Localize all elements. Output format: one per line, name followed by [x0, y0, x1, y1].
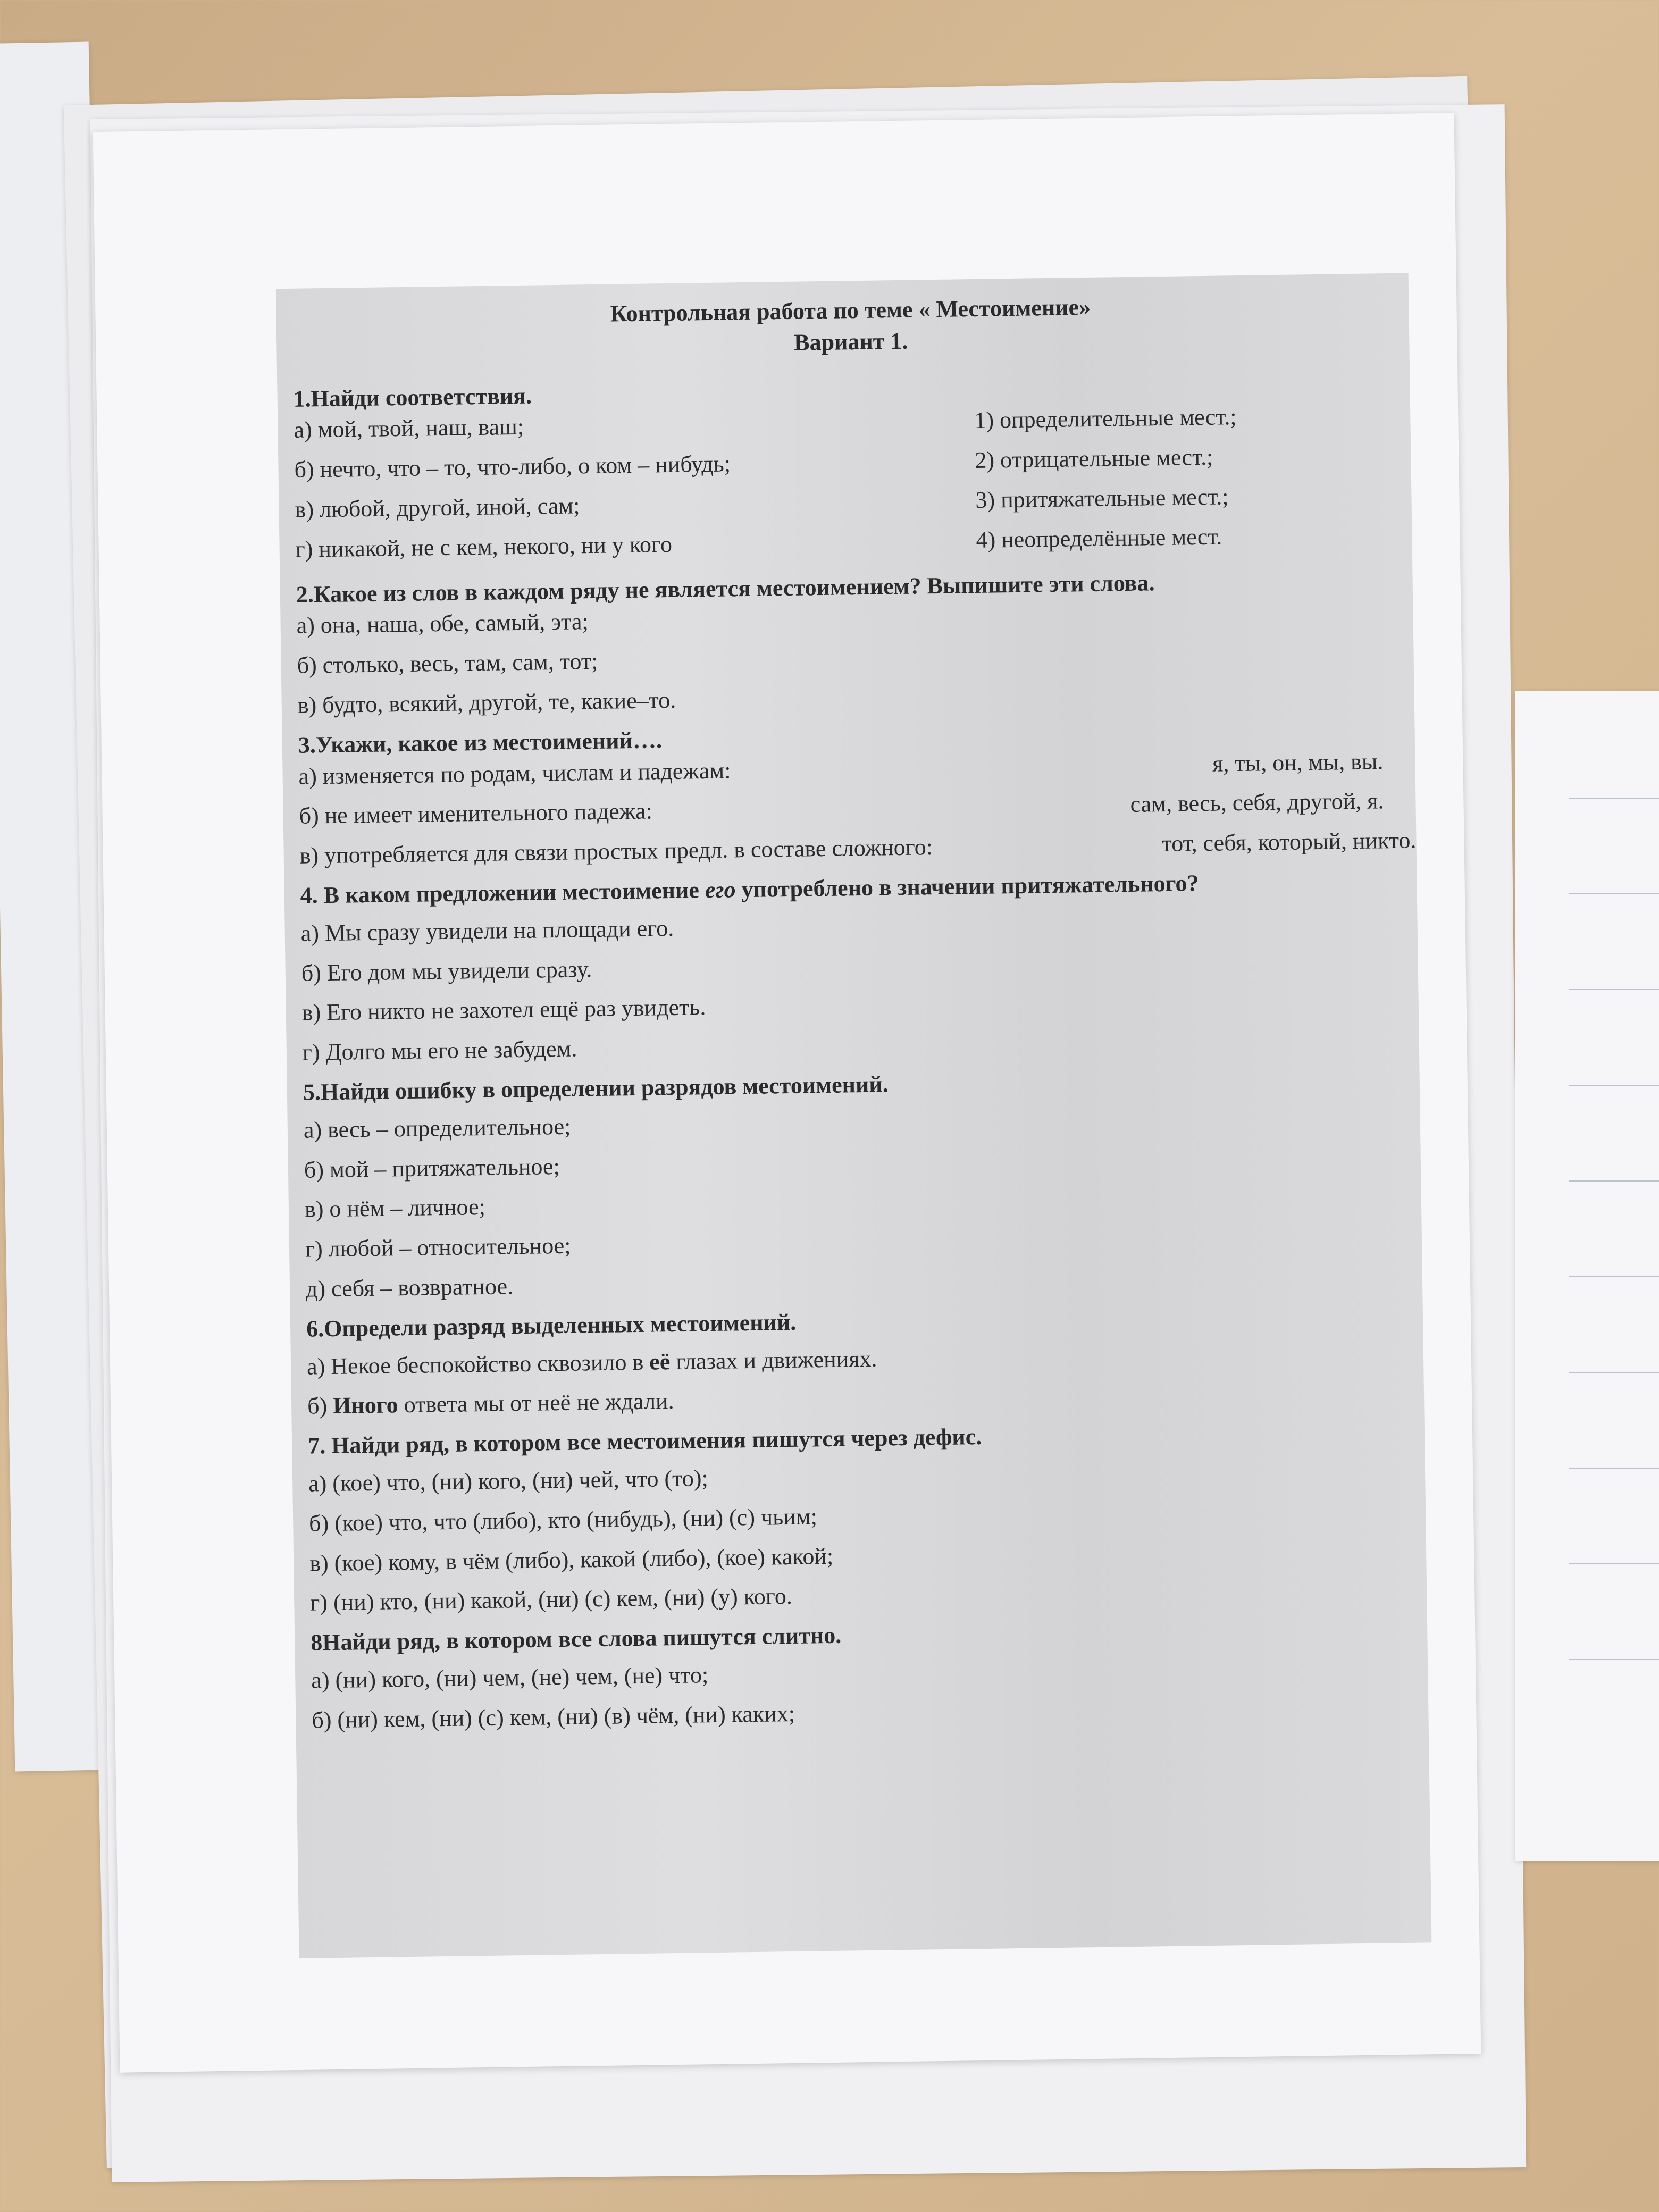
q2-item: б) столько, весь, там, сам, тот; — [297, 648, 598, 678]
page-title: Контрольная работа по теме « Местоимение» — [610, 294, 1091, 327]
ruled-line — [1569, 1276, 1659, 1277]
q3-item-text: в) употребляется для связи простых предл. в составе сложного: — [299, 834, 933, 869]
q7-item: б) (кое) что, что (либо), кто (нибудь), (ни) (с) чьим; — [308, 1503, 818, 1537]
q6-item-a — [307, 1337, 1424, 1381]
q3-item-text: а) изменяется по родам, числам и падежам: — [298, 757, 731, 790]
q4-item: а) Мы сразу увидели на площади его. — [300, 915, 674, 946]
q8-item: б) (ни) кем, (ни) (с) кем, (ни) (в) чём, (ни) каких; — [312, 1700, 795, 1733]
worksheet-content — [292, 289, 1429, 1747]
question-3-title: 3.Укажи, какое из местоимений…. — [298, 726, 663, 758]
q1-left-item: б) нечто, что – то, что-либо, о ком – нибудь; — [294, 450, 731, 483]
q2-item: в) будто, всякий, другой, те, какие–то. — [297, 686, 676, 718]
q4-item: г) Долго мы его не забудем. — [302, 1035, 577, 1066]
ruled-line — [1569, 798, 1659, 799]
ruled-line — [1569, 1468, 1659, 1469]
ruled-line — [1569, 989, 1659, 990]
q3-item-text: б) не имеет именительного падежа: — [299, 798, 653, 830]
ruled-line — [1569, 1563, 1659, 1564]
q2-item: а) она, наша, обе, самый, эта; — [296, 608, 589, 639]
ruled-line — [1569, 1372, 1659, 1373]
q6-b-post: ответа мы от неё не ждали. — [398, 1388, 674, 1418]
question-1-title: 1.Найди соответствия. — [293, 382, 532, 412]
q3-item-answer: сам, весь, себя, другой, я. — [1130, 787, 1384, 818]
q6-item-b — [307, 1377, 1425, 1421]
q3-item — [299, 787, 1416, 831]
question-8-title: 8Найди ряд, в котором все слова пишутся слитно. — [311, 1622, 842, 1656]
q5-item: б) мой – притяжательное; — [304, 1153, 560, 1183]
q5-item: д) себя – возвратное. — [305, 1273, 514, 1302]
q3-item-answer: тот, себя, который, никто. — [1161, 827, 1417, 857]
q6-b-pre: б) — [307, 1393, 333, 1419]
q3-item — [299, 827, 1417, 870]
q1-left-item: г) никакой, не с кем, некого, ни у кого — [295, 531, 673, 563]
ruled-line — [1569, 1180, 1659, 1182]
q7-item: а) (кое) что, (ни) кого, (ни) чей, что (то); — [308, 1465, 708, 1497]
q1-left-item: в) любой, другой, иной, сам; — [295, 492, 580, 523]
q1-right-item: 1) определительные мест.; — [974, 404, 1237, 434]
q6-a-pre: а) Некое беспокойство сквозило в — [306, 1348, 650, 1380]
q5-item: г) любой – относительное; — [305, 1232, 571, 1262]
question-1-columns — [294, 401, 1412, 575]
ruled-line — [1569, 1085, 1659, 1086]
q3-item-answer: я, ты, он, мы, вы. — [1212, 748, 1384, 777]
q8-item: а) (ни) кого, (ни) чем, (не) чем, (не) что; — [311, 1662, 709, 1694]
worksheet-page — [93, 113, 1481, 2072]
question-2-title: 2.Какое из слов в каждом ряду не является местоимением? Выпишите эти слова. — [296, 569, 1155, 608]
q4-title-word: его — [705, 876, 736, 903]
q1-right-item: 3) притяжательные мест.; — [975, 483, 1229, 513]
variant-label: Вариант 1. — [793, 328, 908, 356]
ruled-line — [1569, 1659, 1659, 1660]
q6-b-highlight: Иного — [332, 1392, 398, 1419]
q4-item: в) Его никто не захотел ещё раз увидеть. — [301, 994, 706, 1026]
q1-right-item: 2) отрицательные мест.; — [975, 443, 1213, 474]
q5-item: в) о нём – личное; — [304, 1194, 486, 1223]
q4-title-pre: 4. В каком предложении местоимение — [300, 877, 706, 909]
question-5-title: 5.Найди ошибку в определении разрядов местоимений. — [303, 1071, 889, 1105]
q4-title-post: употреблено в значении притяжательного? — [735, 870, 1199, 903]
q6-a-post: глазах и движениях. — [669, 1345, 877, 1375]
q4-item: б) Его дом мы увидели сразу. — [301, 956, 592, 986]
q7-item: г) (ни) кто, (ни) какой, (ни) (с) кем, (ни) (у) кого. — [309, 1583, 793, 1616]
question-4-title — [300, 866, 1417, 910]
q1-right-item: 4) неопределённые мест. — [976, 523, 1222, 553]
q1-left-item: а) мой, твой, наш, ваш; — [294, 414, 524, 443]
ruled-line — [1569, 893, 1659, 894]
q7-item: в) (кое) кому, в чём (либо), какой (либо), (кое) какой; — [309, 1543, 834, 1577]
q6-a-highlight: её — [649, 1348, 671, 1375]
question-6-title: 6.Определи разряд выделенных местоимений. — [306, 1309, 797, 1342]
q5-item: а) весь – определительное; — [303, 1113, 571, 1143]
question-7-title: 7. Найди ряд, в котором все местоимения пишутся через дефис. — [307, 1423, 982, 1459]
